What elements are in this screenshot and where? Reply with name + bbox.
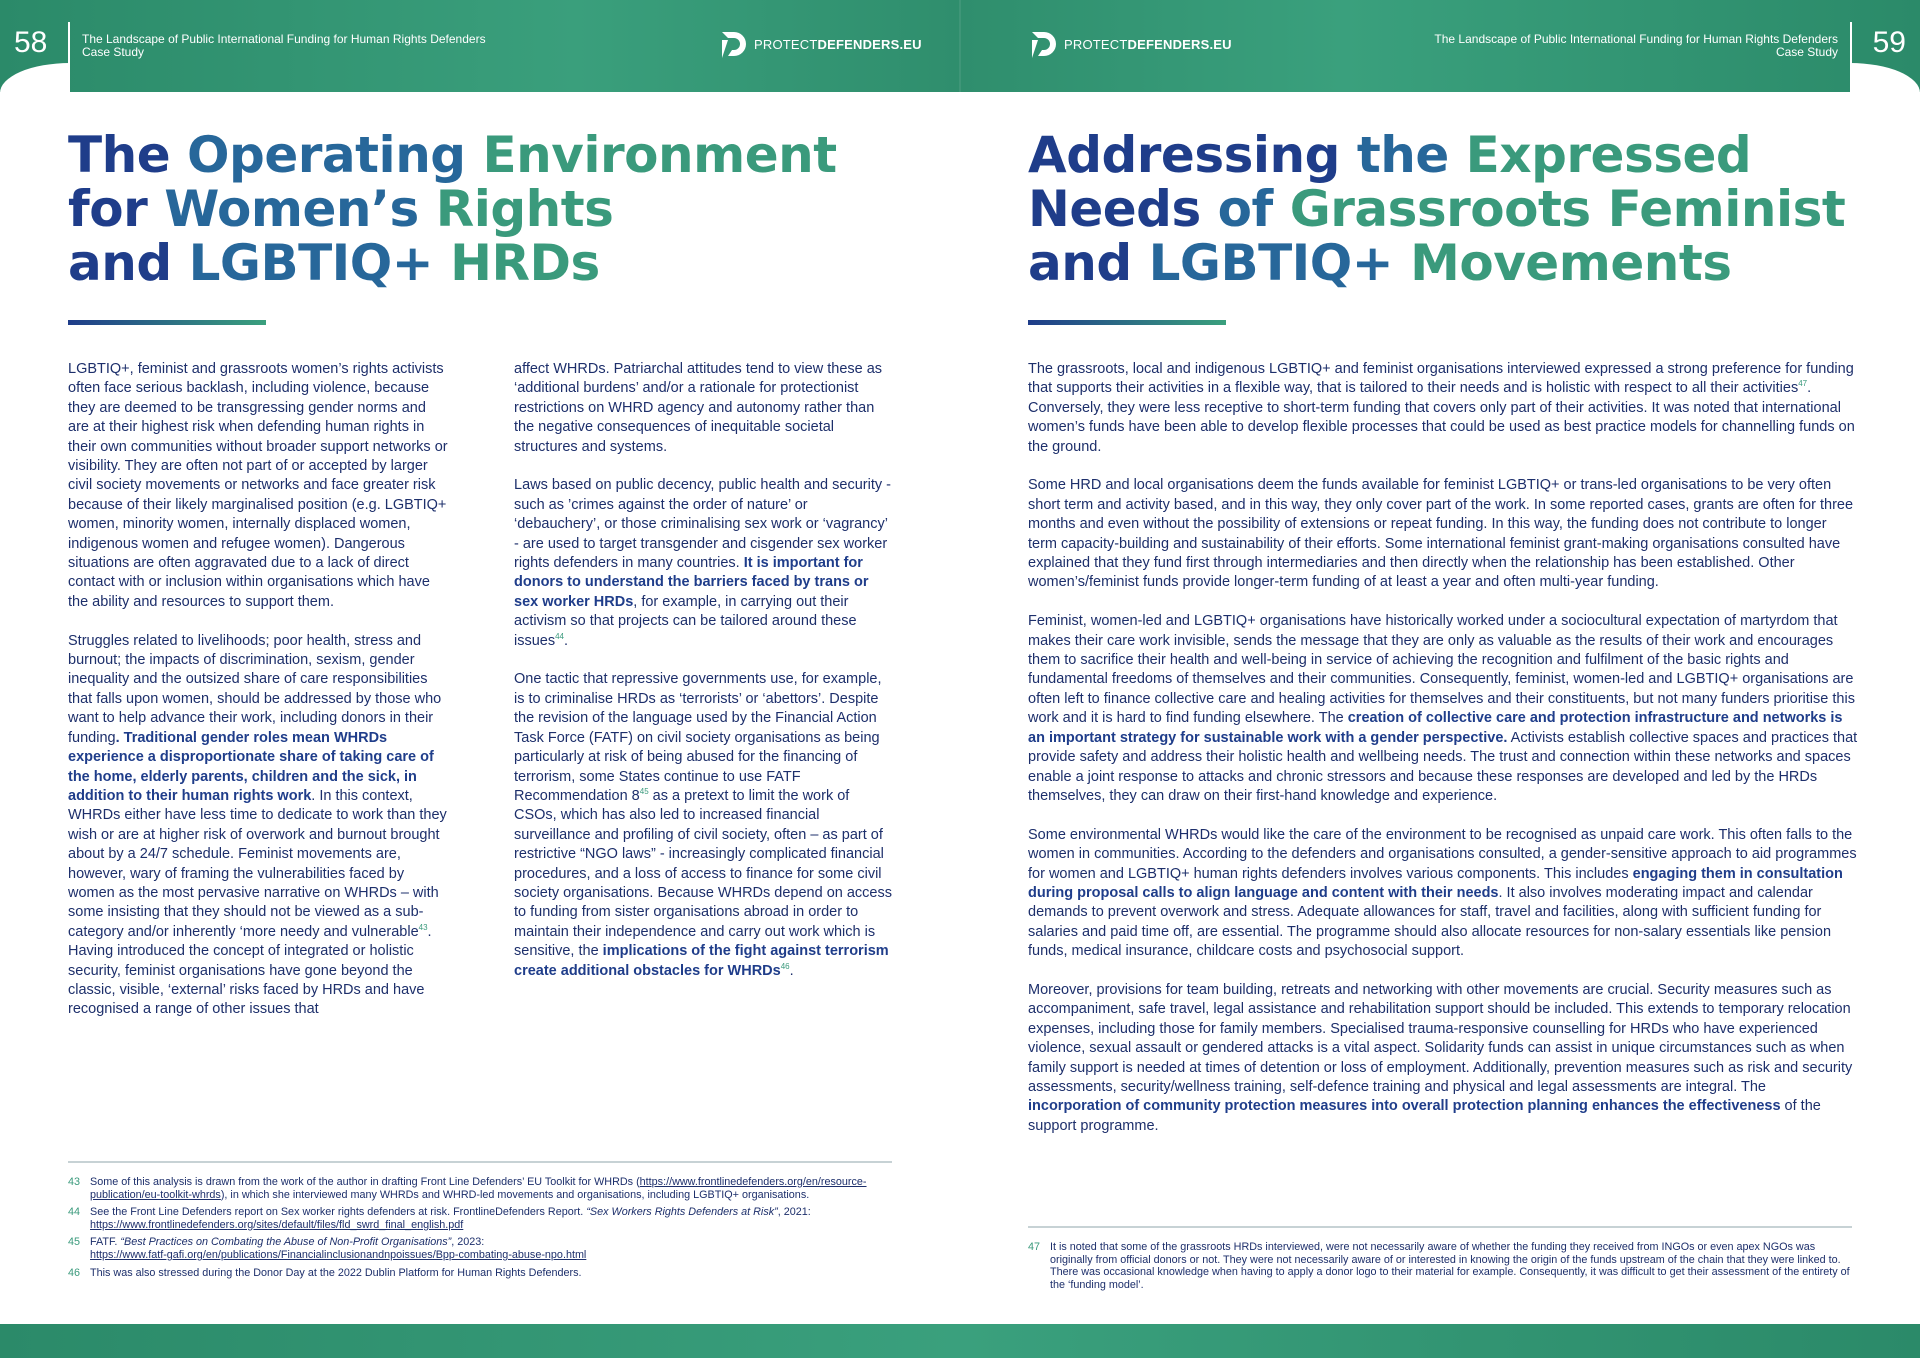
footnotes-right <box>1028 1241 1858 1296</box>
section-title-right: Addressing the Expressed Needs of Grassroots Feminist and LGBTIQ+ Movements <box>1028 126 1846 292</box>
paragraph: One tactic that repressive governments use, for example, is to criminalise HRDs as ‘terrorists’ or ‘abettors’. Despite the revision of the language used by the Financial Action Task Force (FATF) on civil society organisations as being particularly at risk of being abused for the financing of terrorism, some States continue to use FATF Recommendation $8^{45}$ as a pretext to limit the work of CSOs, which has also led to increased financial surveillance and profiling of civil society, often – as part of restrictive “NGO laws” - increasingly complicated financial procedures, and a loss of access to finance for some civil society organisations. Because WHRDs depend on access to funding from sister organisations abroad in order to maintain their independence and carry out work which is sensitive, the implications of the fight against terrorism create additional obstacles for WHRDs$^{46}$. <box>514 671 892 979</box>
footnotes-left <box>68 1176 898 1284</box>
body-column-2 <box>514 360 894 1000</box>
title-underline-right <box>1028 320 1226 325</box>
page-number-left: 58 <box>14 26 48 59</box>
protect-defenders-logo-left: PROTECTDEFENDERS.EU <box>718 28 922 60</box>
footnote-link[interactable]: https://www.frontlinedefenders.org/sites/default/files/fld_swrd_final_english.pdf <box>90 1218 464 1231</box>
page-number-right: 59 <box>1872 26 1906 59</box>
protect-defenders-logo-right: PROTECTDEFENDERS.EU <box>1028 28 1232 60</box>
header-divider-left <box>68 22 70 66</box>
footnote-43: 43 Some of this analysis is drawn from the work of the author in drafting Front Line Defenders’ EU Toolkit for WHRDs (https://www.frontlinedefenders.org/en/resource-publication/eu-toolkit-whrds), in which she interviewed many WHRDs and WHRD-led movements and organisations, including LGBTIQ+ organisations. <box>68 1176 867 1201</box>
footnote-link[interactable]: https://www.frontlinedefenders.org/en/resource-publication/eu-toolkit-whrds <box>90 1176 867 1201</box>
header-divider-right <box>1850 22 1852 66</box>
paragraph: Some HRD and local organisations deem the funds available for feminist LGBTIQ+ or trans-led organisations to be very often short term and activity based, and in this way, they only cover part of the work. In some reported cases, grants are often for three months and even without the possibility of extensions or repeat funding. In this way, the funding does not contribute to longer term capacity-building and sustainability of their efforts. Some international feminist grant-making organisations consulted have explained that they fund first through intermediaries and then directly when the relationship has been established. Other women’s/feminist funds provide longer-term funding of at least a year and often multi-year funding. <box>1028 477 1854 591</box>
paragraph: LGBTIQ+, feminist and grassroots women’s rights activists often face serious backlash, including violence, because they are deemed to be transgressing gender norms and are at their highest risk when defending human rights in their own communities without broader support networks or visibility. They are often not part of or accepted by larger civil society movements or networks and face greater risk because of their likely marginalised position (e.g. LGBTIQ+ women, minority women, internally displaced women, indigenous women and refugee women). Dangerous situations are often aggravated due to a lack of direct contact with or inclusion within organisations which have the ability and resources to support them. <box>68 361 448 610</box>
page-fold <box>959 0 961 92</box>
paragraph: The grassroots, local and indigenous LGBTIQ+ and feminist organisations interviewed expressed a strong preference for funding that supports their activities in a flexible way, that is tailored to their needs and is holistic with respect to all their activities$^{47}$. Conversely, they were less receptive to short-term funding that covers only part of their activities. It was noted that international women’s funds have been able to develop flexible processes that could be used as best practice models for channelling funds on the ground. <box>1028 361 1855 455</box>
footnote-45: 45 FATF. “Best Practices on Combating the Abuse of Non-Profit Organisations”, 2023: https://www.fatf-gafi.org/en/publications/Financialinclusionandnpoissues/Bpp-combating-abuse-npo.html <box>68 1236 587 1261</box>
footer-band <box>0 1324 1920 1358</box>
footnote-47: 47 It is noted that some of the grassroots HRDs interviewed, were not necessarily aware of whether the funding they received from INGOs or even apex NGOs was originally from official donors or not. They were not necessarily aware of or interested in knowing the origin of the funds upstream of the chain that they were linked to. There was occasional knowledge when having to apply a donor logo to their material for example. Consequently, it was difficult to get their assessment of the entirety of the ‘funding model’. <box>1028 1241 1850 1291</box>
paragraph: Struggles related to livelihoods; poor health, stress and burnout; the impacts of discrimination, sexism, gender inequality and the outsized share of care responsibilities that falls upon women, should be addressed by those who want to help advance their work, including donors in their funding. Traditional gender roles mean WHRDs experience a disproportionate share of taking care of the home, elderly parents, children and the sick, in addition to their human rights work. In this context, WHRDs either have less time to dedicate to work than they wish or are at higher risk of overwork and burnout brought about by a 24/7 schedule. Feminist movements are, however, wary of framing the vulnerabilities faced by women as the most pervasive narrative on WHRDs – with some insisting that they should not be viewed as a sub-category and/or inherently ‘more needy and vulnerable$^{43}$. Having introduced the concept of integrated or holistic security, feminist organisations have gone beyond the classic, visible, ‘external’ risks faced by HRDs and have recognised a range of other issues that <box>68 632 447 1018</box>
footnote-44: 44 See the Front Line Defenders report on Sex worker rights defenders at risk. FrontlineDefenders Report. “Sex Workers Rights Defenders at Risk”, 2021: https://www.frontlinedefenders.org/sites/default/files/fld_swrd_final_english.pdf <box>68 1206 811 1231</box>
pd-logo-icon <box>718 28 748 60</box>
paragraph: Laws based on public decency, public health and security - such as ’crimes against the order of nature’ or ‘debauchery’, or those criminalising sex work or ‘vagrancy’ - are used to target transgender and cisgender sex worker rights defenders in many countries. It is important for donors to understand the barriers faced by trans or sex worker HRDs, for example, in carrying out their activism so that projects can be tailored around these issues$^{44}$. <box>514 477 891 649</box>
footnote-link[interactable]: https://www.fatf-gafi.org/en/publications/Financialinclusionandnpoissues/Bpp-combating-abuse-npo.html <box>90 1248 587 1261</box>
paragraph: affect WHRDs. Patriarchal attitudes tend to view these as ‘additional burdens’ and/or a rationale for protectionist restrictions on WHRD agency and autonomy rather than the negative consequences of inequitable societal structures and systems. <box>514 361 883 455</box>
running-head-left: The Landscape of Public International Funding for Human Rights Defenders Case Study <box>82 32 486 59</box>
paragraph: Some environmental WHRDs would like the care of the environment to be recognised as unpaid care work. This often falls to the women in communities. According to the defenders and organisations consulted, a gender-sensitive approach to aid programmes for women and LGBTIQ+ human rights defenders involves various components. This includes engaging them in consultation during proposal calls to align language and content with their needs. It also involves moderating impact and calendar demands to prevent overwork and stress. Adequate allowances for staff, travel and facilities, along with sufficient funding for salaries and paid time off, are essential. The programme should also allocate resources for non-salary essentials like pension funds, medical insurance, childcare costs and psychosocial support. <box>1028 826 1857 960</box>
running-head-right: The Landscape of Public International Funding for Human Rights Defenders Case Study <box>1434 32 1838 59</box>
footnote-divider-left <box>68 1161 892 1163</box>
body-column-1 <box>68 360 448 1039</box>
footnote-divider-right <box>1028 1226 1852 1228</box>
body-column-right <box>1028 360 1858 1156</box>
section-title-left: The Operating Environment for Women’s Rights and LGBTIQ+ HRDs <box>68 126 837 292</box>
paragraph: Feminist, women-led and LGBTIQ+ organisations have historically worked under a sociocultural expectation of martyrdom that makes their care work invisible, sends the message that they are only as valuable as the results of their work and encourages them to sacrifice their health and well-being in service of achieving the recognition and fulfilment of the basic rights and fundamental freedoms of themselves and their communities. Consequently, feminist, women-led and LGBTIQ+ organisations are often left to finance collective care and healing activities for themselves and their constituents, but not many funders prioritise this work and it is hard to find funding elsewhere. The creation of collective care and protection infrastructure and networks is an important strategy for sustainable work with a gender perspective. Activists establish collective spaces and practices that provide safety and address their holistic health and wellbeing needs. The trust and connection within these networks and spaces enable a joint response to attacks and chronic stressors and because these responses are developed and led by the HRDs themselves, they can draw on their first-hand knowledge and experience. <box>1028 613 1858 804</box>
footnote-46: 46 This was also stressed during the Donor Day at the 2022 Dublin Platform for Human Rights Defenders. <box>68 1266 582 1279</box>
pd-logo-icon <box>1028 28 1058 60</box>
paragraph: Moreover, provisions for team building, retreats and networking with other movements are crucial. Security measures such as accompaniment, safe travel, legal assistance and rehabilitation support should be included. This extends to temporary relocation expenses, including those for family members. Specialised trauma-responsive counselling for HRDs who have experienced violence, sexual assault or gendered attacks is a vital aspect. Solidarity funds can assist in unique circumstances such as when family support is needed at times of detention or loss of employment. Additionally, prevention measures such as risk and security assessments, security/wellness training, self-defence training and physical and legal assessments are integral. The incorporation of community protection measures into overall protection planning enhances the effectiveness of the support programme. <box>1028 981 1853 1134</box>
title-underline-left <box>68 320 266 325</box>
